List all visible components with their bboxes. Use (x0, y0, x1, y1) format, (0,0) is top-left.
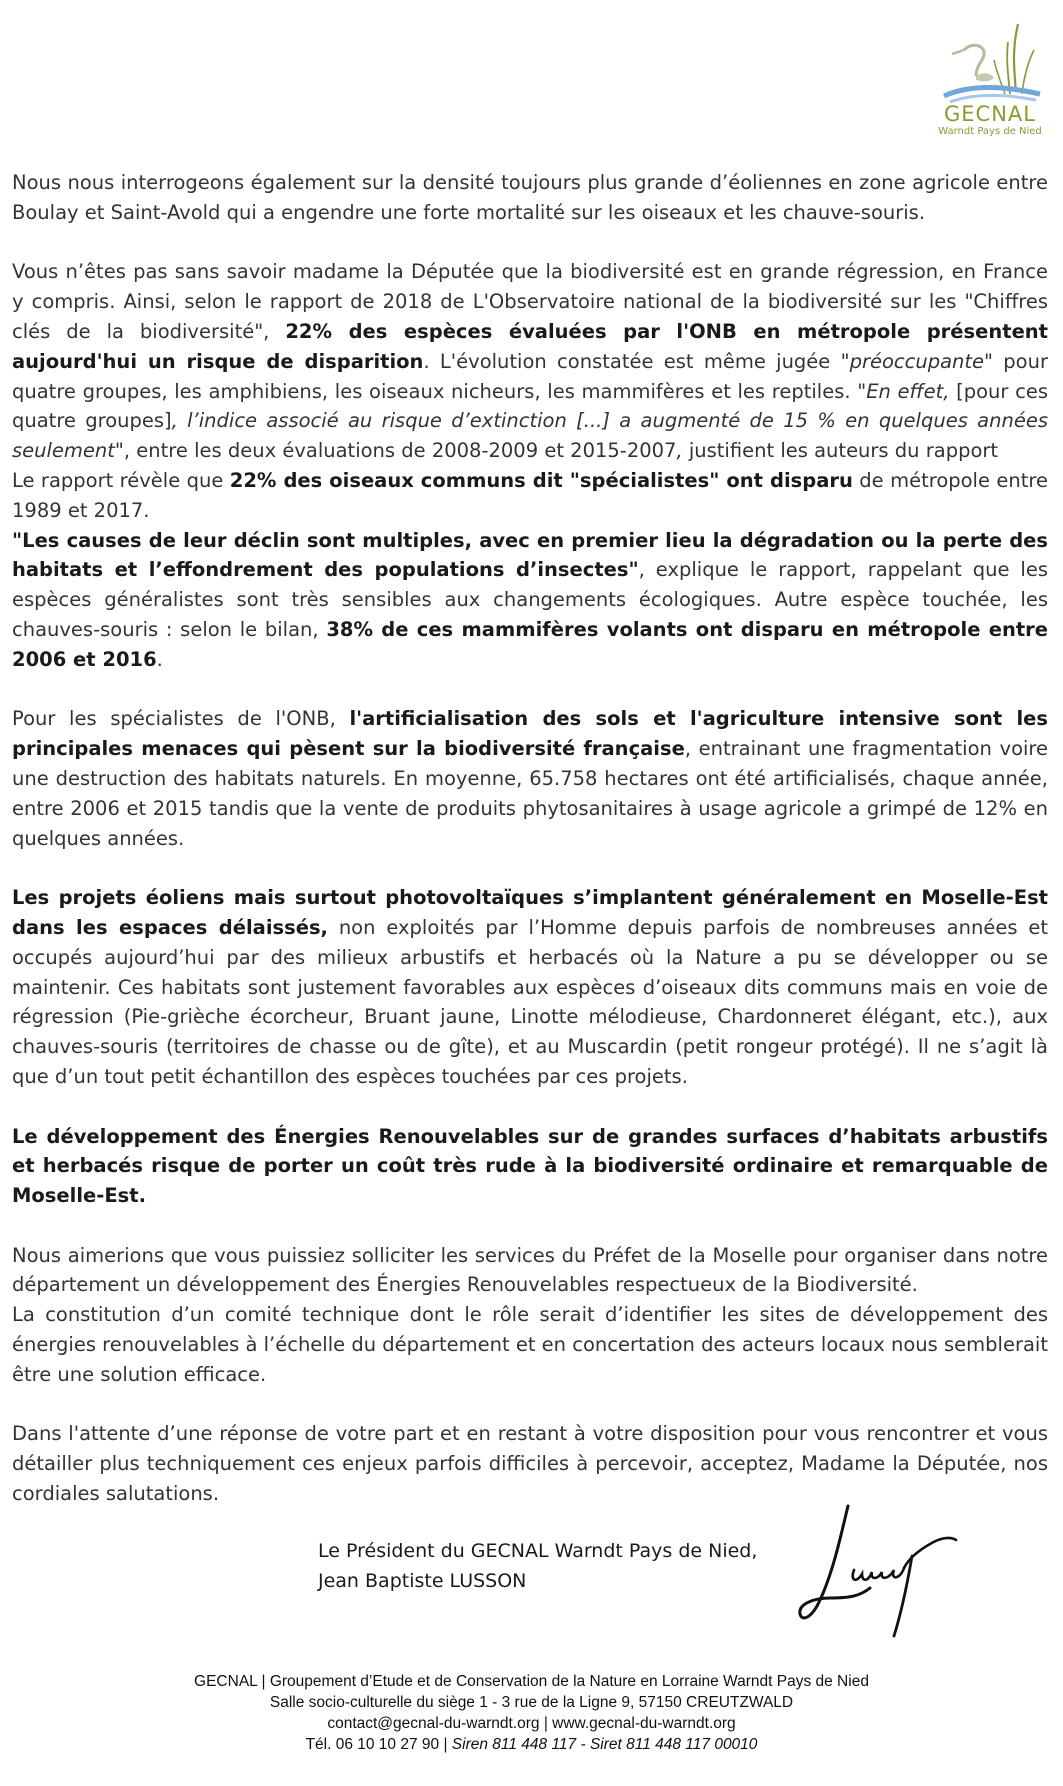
paragraph-text: , explique le rapport, rappelant que les espèces généralistes sont très sensibles aux changements écologiques. Autre espèce touchée, les chauves-souris : selon le bilan, (12, 558, 1048, 641)
paragraph-text: . L'évolution constatée est même jugée " (423, 349, 850, 373)
paragraph-text: Le rapport révèle que (12, 468, 230, 492)
quote-text: , l’indice associé au risque d’extinction [...] a augmenté de 15 % en quelques années seulement" (12, 409, 1048, 463)
gecnal-logo (930, 14, 1050, 137)
paragraph-closing (12, 1419, 1048, 1508)
signatory-title: Le Président du GECNAL Warndt Pays de Nied, (318, 1540, 758, 1562)
quote-text: préoccupante (849, 349, 985, 373)
highlight-text: Le développement des Énergies Renouvelables sur de grandes surfaces d’habitats arbustifs et herbacés risque de porter un coût très rude à la biodiversité ordinaire et remarquable de Moselle-Est. (12, 1124, 1048, 1208)
paragraph-request (12, 1241, 1048, 1301)
highlight-text: l'artificialisation des sols et l'agriculture intensive sont les principales menaces qui pèsent sur la biodiversité française (12, 707, 1048, 761)
highlight-text: 38% de ces mammifères volants ont disparu en métropole entre 2006 et 2016 (12, 617, 1048, 671)
paragraph-renewables-risk (12, 1122, 1048, 1211)
paragraph-text: Vous n’êtes pas sans savoir madame la Députée que la biodiversité est en grande régression, en France y compris. Ainsi, selon le rapport de 2018 de L'Observatoire national de la biodiversité sur les "Chiffres clés de la biodiversité", (12, 260, 1048, 343)
footer-contact: contact@gecnal-du-warndt.org | www.gecnal-du-warndt.org (327, 1715, 736, 1732)
paragraph-text: justifient les auteurs du rapport (682, 439, 999, 463)
paragraph-text: Nous nous interrogeons également sur la densité toujours plus grande d’éoliennes en zone agricole entre Boulay et Saint-Avold qui a engendre une forte mortalité sur les oiseaux et les chauve-souris. (12, 171, 1048, 224)
paragraph-text: La constitution d’un comité technique dont le rôle serait d’identifier les sites de développement des énergies renouvelables à l’échelle du département et en concertation des acteurs locaux nous semblerait être une solution efficace. (12, 1303, 1048, 1386)
logo-subtitle: Warndt Pays de Nied (938, 126, 1042, 137)
paragraph-committee (12, 1300, 1048, 1389)
paragraph-text: de métropole entre 1989 et 2017. (12, 468, 1048, 522)
paragraph-text: Nous aimerions que vous puissiez solliciter les services du Préfet de la Moselle pour organiser dans notre département un développement des Énergies Renouvelables respectueux de la Biodiversité. (12, 1243, 1048, 1297)
paragraph-birds (12, 466, 1048, 526)
paragraph-causes (12, 526, 1048, 675)
paragraph-wind-turbines (12, 168, 1048, 228)
quote-text: , (676, 439, 683, 463)
paragraph-text: Dans l'attente d’une réponse de votre part et en restant à votre disposition pour vous rencontrer et vous détailler plus techniquement ces enjeux parfois difficiles à percevoir, acceptez, Madame la Députée, nos cordiales salutations. (12, 1422, 1048, 1506)
footer-ids (0, 1734, 1063, 1755)
signatory-name: Jean Baptiste LUSSON (318, 1570, 527, 1592)
handwritten-signature (790, 1500, 960, 1640)
paragraph-text: , entre les deux évaluations de 2008-2009 et 2015-2007 (123, 439, 677, 463)
highlight-text: 22% des oiseaux communs dit "spécialistes" ont disparu (229, 468, 853, 492)
footer-phone: Tél. 06 10 10 27 90 | (305, 1736, 452, 1753)
footer-siren: Siren 811 448 117 - Siret 811 448 117 00010 (451, 1736, 758, 1753)
paragraph-artificialisation (12, 704, 1048, 853)
paragraph-text: " pour quatre groupes, les amphibiens, les oiseaux nicheurs, les mammifères et les reptiles. " (12, 349, 1048, 403)
heron-logo-icon (936, 14, 1044, 104)
paragraph-text: , entrainant une fragmentation voire une destruction des habitats naturels. En moyenne, 65.758 hectares ont été artificialisés, chaque année, entre 2006 et 2015 tandis que la vente de produits phytosanitaires à usage agricole a grimpé de 12% en quelques années. (12, 737, 1048, 850)
letter-body (12, 168, 1048, 1509)
footer-organisation: GECNAL | Groupement d’Etude et de Conservation de la Nature en Lorraine Warndt Pays de Nied (194, 1673, 869, 1690)
logo-name: GECNAL (944, 102, 1036, 126)
signature-block (318, 1536, 757, 1596)
highlight-text: Les projets éoliens mais surtout photovoltaïques s’implantent généralement en Moselle-Est dans les espaces délaissés, (12, 886, 1048, 939)
paragraph-text: Pour les spécialistes de l'ONB, (12, 707, 350, 731)
quote-text: En effet, (866, 379, 950, 403)
footer-address: Salle socio-culturelle du siège 1 - 3 rue de la Ligne 9, 57150 CREUTZWALD (269, 1694, 794, 1711)
paragraph-biodiversity-report (12, 257, 1048, 466)
paragraph-text: non exploités par l’Homme depuis parfois de nombreuses années et occupés aujourd’hui par des milieux arbustifs et herbacés où la Nature a pu se développer ou se maintenir. Ces habitats sont justement favorables aux espèces d’oiseaux dits communs mais en voie de régression (Pie-grièche écorcheur, Bruant jaune, Linotte mélodieuse, Chardonneret élégant, etc.), aux chauves-souris (territoires de chasse ou de gîte), et au Muscardin (petit rongeur protégé). Il ne s’agit là que d’un tout petit échantillon des espèces touchées par ces projets. (12, 915, 1049, 1088)
paragraph-text: [pour ces quatre groupes] (12, 379, 1048, 433)
highlight-text: "Les causes de leur déclin sont multiples, avec en premier lieu la dégradation ou la perte des habitats et l’effondrement des populations d’insectes" (12, 528, 1048, 582)
highlight-text: 22% des espèces évaluées par l'ONB en métropole présentent aujourd'hui un risque de disparition (12, 319, 1048, 373)
paragraph-text: . (156, 647, 163, 671)
paragraph-projects (12, 883, 1048, 1092)
letter-footer (0, 1671, 1063, 1755)
